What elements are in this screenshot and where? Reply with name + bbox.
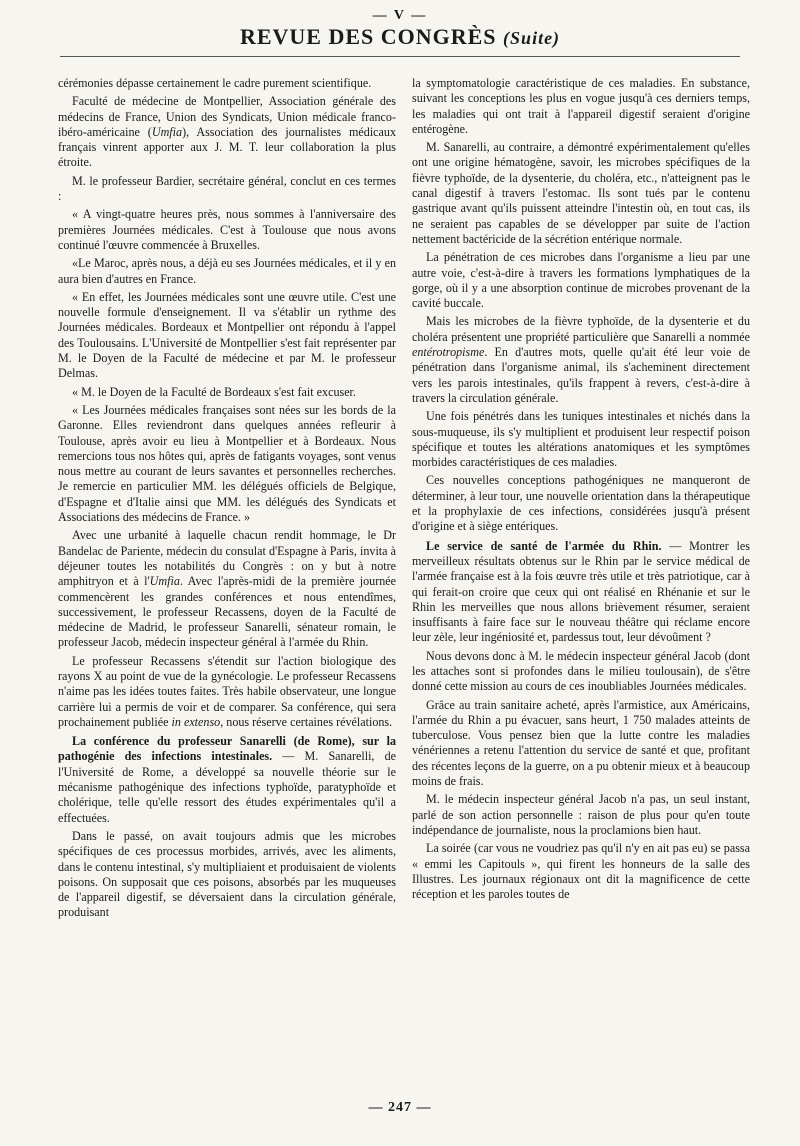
paragraph: Grâce au train sanitaire acheté, après l'armistice, aux Américains, l'armée du Rhin a pu évacuer, sans heurt, 1 750 malades atteints de tuberculose. Vous pensez bien que la lutte contre les maladies vénériennes a retenu l'attention du service de santé et que, profitant des récentes leçons de la guerre, on a pu obtenir mieux et à beaucoup moins de frais. [412, 697, 750, 789]
page-marker: — V — [372, 8, 428, 23]
quote-paragraph: «Le Maroc, après nous, a déjà eu ses Journées médicales, et il y en aura bien d'autres en France. [58, 256, 396, 286]
paragraph: Une fois pénétrés dans les tuniques intestinales et nichés dans la sous-muqueuse, ils s'y multiplient et produisent leur respectif poison spécifique et toutes les altérations anatomiques et les symptômes morbides caractéristiques de ces maladies. [412, 409, 750, 470]
paragraph: Nous devons donc à M. le médecin inspecteur général Jacob (dont les attaches sont si profondes dans le milieu toulousain), de s'être donné cette mission au cours de ces inoubliables Journées médicales. [412, 648, 750, 694]
left-column [58, 76, 396, 924]
paragraph: Le professeur Recassens s'étendit sur l'action biologique des rayons X au point de vue de la gynécologie. Le professeur Recassens n'aime pas les idées toutes faites. Très habile observateur, une longue carrière lui a permis de voir et de comparer. Sa conférence, qui sera prochainement publiée in extenso, nous réserve certaines révélations. [58, 653, 396, 729]
paragraph: La soirée (car vous ne voudriez pas qu'il n'y en ait pas eu) se passa « emmi les Capitouls », qui firent les honneurs de la salle des Illustres. Les journaux régionaux ont dit la magnificence de cette réception et les paroles toutes de [412, 841, 750, 902]
page-number: — 247 — [368, 1100, 432, 1115]
paragraph: M. le professeur Bardier, secrétaire général, conclut en ces termes : [58, 173, 396, 204]
paragraph: M. le médecin inspecteur général Jacob n'a pas, un seul instant, parlé de son action personnelle : raison de plus pour qu'en toute indépendance de journaliste, nous la proclamions bien haut. [412, 792, 750, 837]
paragraph: Ces nouvelles conceptions pathogéniques ne manqueront de déterminer, à leur tour, une nouvelle orientation dans la thérapeutique et la prophylaxie de ces infections, considérées jusqu'à présent d'origine et à siège entériques. [412, 473, 750, 534]
paragraph: cérémonies dépasse certainement le cadre purement scientifique. [58, 76, 372, 90]
quote-paragraph: « M. le Doyen de la Faculté de Bordeaux s'est fait excuser. [72, 384, 356, 399]
page-title [0, 24, 800, 50]
paragraph: la symptomatologie caractéristique de ces maladies. En substance, suivant les conceptions les plus en vogue jusqu'à ces derniers temps, les maladies qui ont trait à l'appareil digestif seraient d'origine entérogène. [412, 76, 750, 136]
suite-label: (Suite) [503, 28, 561, 48]
paragraph: Faculté de médecine de Montpellier, Association générale des médecins de France, Union des Syndicats, Union médicale franco-ibéro-américaine (Umfia), Association des journalistes médicaux français vinrent apporter aux J. M. T. leur collaboration la plus étroite. [58, 94, 397, 170]
paragraph: Avec une urbanité à laquelle chacun rendit hommage, le Dr Bandelac de Pariente, médecin du consulat d'Espagne à Paris, invita à déjeuner toutes les notabilités du Congrès : on y but à notre amphitryon et à l'Umfia. Avec l'après-midi de la première journée commencèrent les grandes conférences et nous entendîmes, successivement, le professeur Recassens, doyen de la Faculté de médecine de Madrid, le professeur Sanarelli, sénateur romain, le professeur Jacob, médecin inspecteur général à l'armée du Rhin. [58, 528, 397, 650]
journal-title: REVUE DES CONGRÈS [239, 24, 497, 49]
paragraph: Mais les microbes de la fièvre typhoïde, de la dysenterie et du choléra présentent une propriété particulière que Sanarelli a nommée entérotropisme. En d'autres mots, quelle qu'ait été leur voie de pénétration dans l'organisme animal, ils s'acheminent directement vers les parois intestinales, qu'ils frappent à revers, c'est-à-dire à travers la circulation générale. [412, 314, 750, 405]
paragraph: Dans le passé, on avait toujours admis que les microbes spécifiques de ces processus morbides, arrivés, avec les aliments, dans le contenu intestinal, s'y multipliaient et produisaient de violents poisons. On supposait que ces poisons, absorbés par les muqueuses de l'appareil digestif, se déversaient dans la circulation générale, produisant [58, 828, 396, 920]
section-heading-sanarelli: La conférence du professeur Sanarelli (de Rome), sur la pathogénie des infections intestinales. — M. Sanarelli, de l'Université de Rome, a développé sa nouvelle théorie sur le mécanisme pathogénique des infections typhoïde, paratyphoïde et cholérique, telle qu'elle ressort des études expérimentales qu'il a effectuées. [58, 734, 396, 825]
quote-paragraph: « Les Journées médicales françaises sont nées sur les bords de la Garonne. Elles reviendront dans quelques années refleurir à Toulouse, après avoir eu lieu à Montpellier et à Bordeaux. Nous remercions tous nos hôtes qui, après de fatigants voyages, sont venus nous mettre au courant de leurs savantes et personnelles recherches. Je remercie en particulier MM. les délégués officiels de Belgique, d'Espagne et d'Italie ainsi que MM. les délégués des Syndicats et Associations des médecins de France. » [58, 402, 396, 525]
right-column [412, 76, 750, 905]
quote-paragraph: « En effet, les Journées médicales sont une œuvre utile. C'est une nouvelle formule d'enseignement. Il va s'établir un rythme des Journées médicales. Bordeaux et Montpellier ont répondu à l'appel des Toulousains. L'Université de Montpellier s'est fait représenter par M. le Doyen de la Faculté de médecine et par M. le professeur Delmas. [58, 289, 396, 381]
paragraph: M. Sanarelli, au contraire, a démontré expérimentalement qu'elles ont une origine hématogène, savoir, les microbes spécifiques de la fièvre typhoïde, de la dysenterie, du choléra, etc., n'atteignent pas le canal digestif à travers l'estomac. Ils sont tués par le contenu gastrique avant qu'ils puissent atteindre l'intestin où, en tout cas, ils ne seraient pas capables de se développer par suite de l'action nettement bactéricide de la sécrétion entérique normale. [412, 140, 750, 246]
header-divider [60, 56, 740, 57]
section-heading-armee-rhin: Le service de santé de l'armée du Rhin. — Montrer les merveilleux résultats obtenus sur le Rhin par le service médical de l'armée française est à la fois œuvre très utile et très patriotique, car à qui ferait-on croire que ceux qui ont réalisé en Rhénanie et sur le Rhin les merveilles que nous allons brièvement résumer, seraient insuffisants à faire face sur le nouveau théâtre qui réclame encore leur zèle, leur ingéniosité et, pardessus tout, leur dévoûment ? [412, 538, 750, 645]
paragraph: La pénétration de ces microbes dans l'organisme a lieu par une autre voie, c'est-à-dire à travers les formations lymphatiques de la gorge, où il y a une absorption continue de microbes provenant de la cavité buccale. [412, 250, 750, 311]
quote-paragraph: « A vingt-quatre heures près, nous sommes à l'anniversaire des premières Journées médicales. C'est à Toulouse que nous avons continué l'œuvre commencée à Bruxelles. [58, 207, 396, 252]
